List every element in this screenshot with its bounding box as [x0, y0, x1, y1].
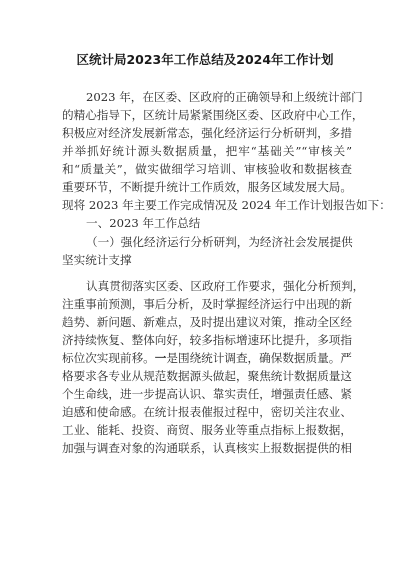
paragraph-line: 注重事前预测，事后分析，及时掌握经济运行中出现的新 [62, 297, 352, 311]
paragraph-line: 趋势、新问题、新难点，及时提出建议对策，推动全区经 [62, 315, 352, 329]
paragraph-line: 重要环节，不断提升统计工作质效，服务区域发展大局。 [62, 180, 352, 194]
paragraph-line: 格要求各专业从规范数据源头做起，聚焦统计数据质量这 [62, 369, 352, 383]
subsection-heading: （一）强化经济运行分析研判，为经济社会发展提供 [86, 235, 353, 249]
paragraph-line-end: 是围绕统计调查，确保数据质量。严 [166, 351, 352, 365]
paragraph-line: 个生命线，进一步提高认识、靠实责任，增强责任感、紧 [62, 387, 352, 401]
paragraph-line: 加强与调查对象的沟通联系，认真核实上报数据提供的相 [62, 441, 352, 455]
section-heading: 一、2023 年工作总结 [86, 216, 201, 230]
subsection-heading-cont: 坚实统计支撑 [62, 253, 132, 267]
paragraph-line: 和“质量关”，做实做细学习培训、审核验收和数据核查 [62, 162, 352, 176]
paragraph-line: 迫感和使命感。在统计报表催报过程中，密切关注农业、 [62, 405, 352, 419]
paragraph-line: 并举抓好统计源头数据质量，把牢“基础关”“审核关” [62, 144, 352, 158]
paragraph-line: 济持续恢复、整体向好，较多指标增速环比提升，多项指 [62, 333, 352, 347]
paragraph-line: 现将 2023 年主要工作完成情况及 2024 年工作计划报告如下： [62, 198, 391, 212]
document-title: 区统计局2023年工作总结及2024年工作计划 [76, 52, 334, 67]
paragraph-line-start: 标位次实现前移。 [62, 351, 155, 365]
paragraph-line: 积极应对经济发展新常态，强化经济运行分析研判，多措 [62, 126, 352, 140]
paragraph-line: 认真贯彻落实区委、区政府工作要求，强化分析预判， [86, 279, 365, 293]
paragraph-line: 2023 年，在区委、区政府的正确领导和上级统计部门 [86, 90, 363, 104]
paragraph-line: 工业、能耗、投资、商贸、服务业等重点指标上报数据， [62, 423, 352, 437]
paragraph-line-mixed [62, 351, 352, 366]
highlight-number: 一 [154, 351, 167, 365]
paragraph-line: 的精心指导下，区统计局紧紧围绕区委、区政府中心工作， [62, 108, 364, 122]
